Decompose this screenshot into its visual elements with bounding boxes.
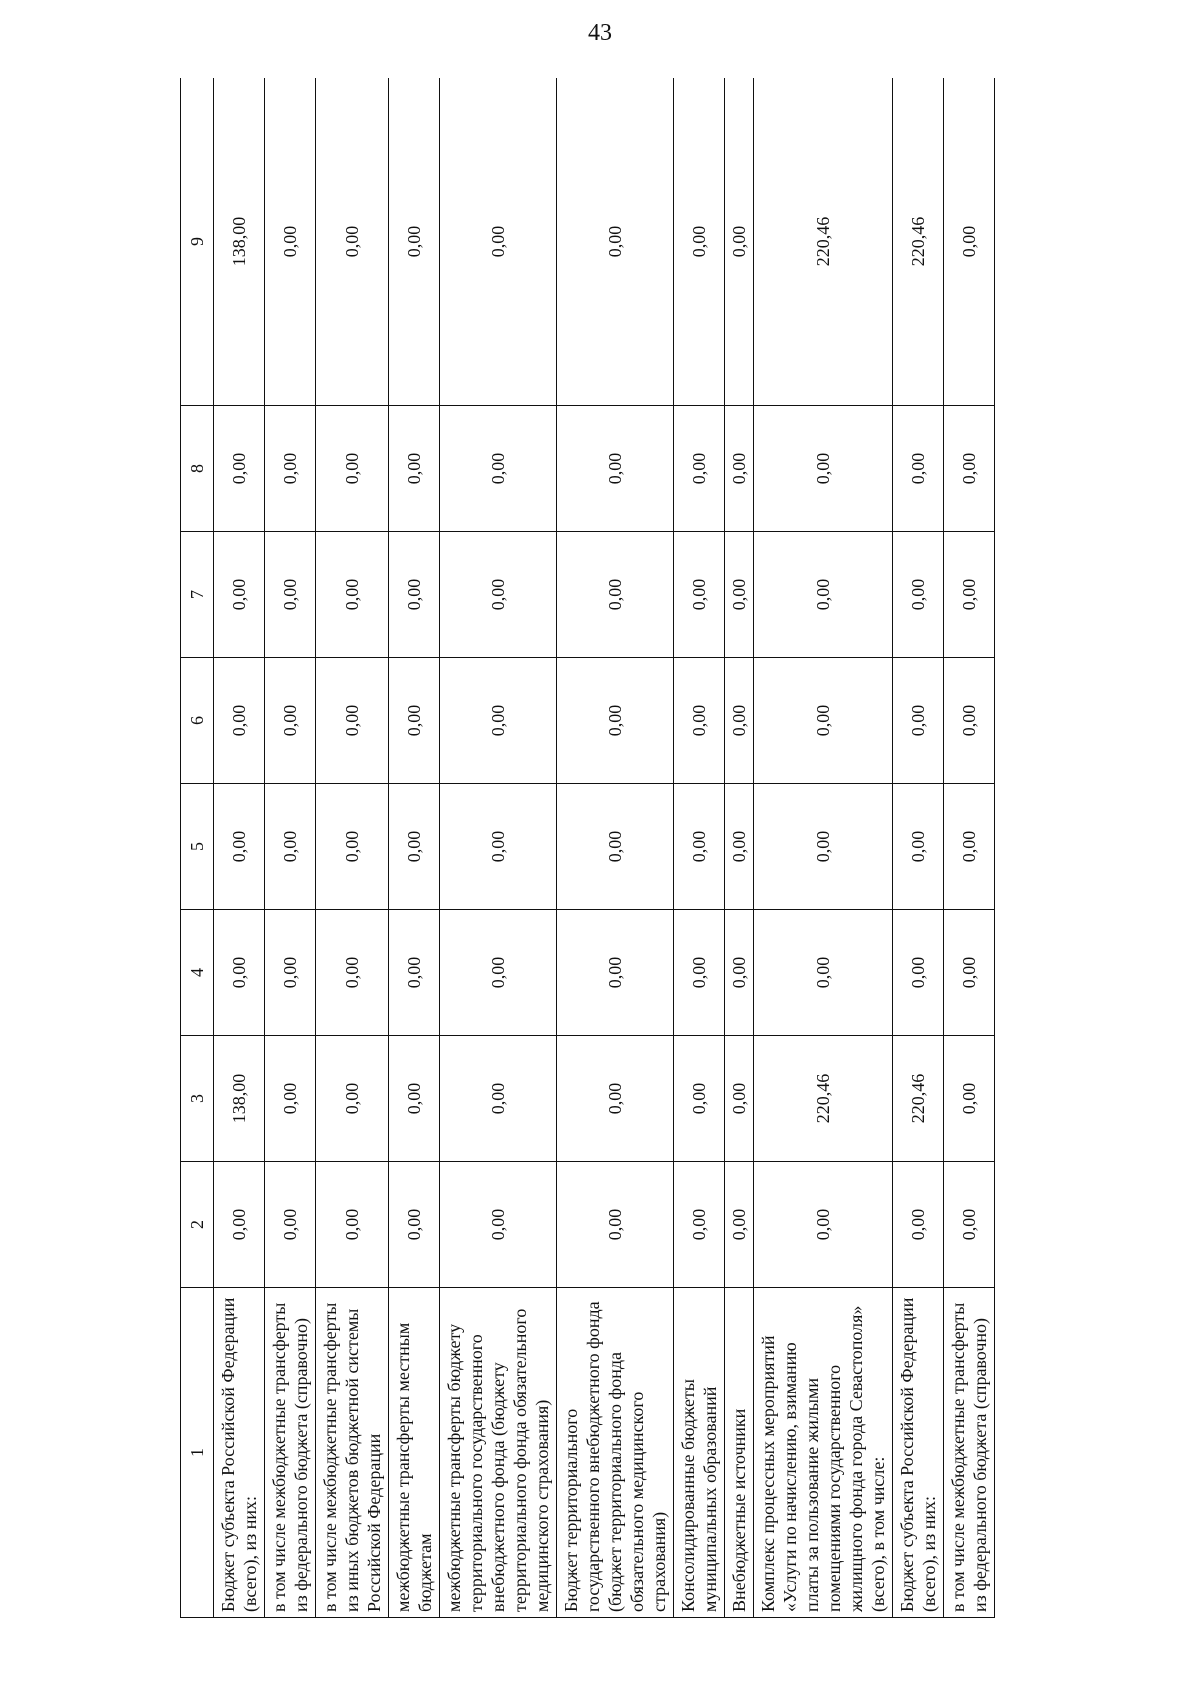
column-header-9: 9 [181,78,214,406]
value-cell: 0,00 [893,406,944,532]
row-label: в том числе межбюджетные трансферты из федерального бюджета (справочно) [265,1288,316,1618]
value-cell: 0,00 [725,406,754,532]
table-row [389,78,440,1618]
value-cell: 0,00 [725,784,754,910]
value-cell: 0,00 [944,532,995,658]
value-cell: 0,00 [557,910,674,1036]
value-cell: 138,00 [214,1036,265,1162]
value-cell: 0,00 [944,1162,995,1288]
rotated-table-container [180,78,1023,1618]
value-cell: 0,00 [674,1036,725,1162]
value-cell: 0,00 [389,532,440,658]
value-cell: 0,00 [265,78,316,406]
row-label: межбюджетные трансферты местным бюджетам [389,1288,440,1618]
value-cell: 0,00 [214,406,265,532]
value-cell: 0,00 [674,658,725,784]
value-cell: 0,00 [440,658,557,784]
value-cell: 0,00 [214,784,265,910]
value-cell: 0,00 [557,1036,674,1162]
value-cell: 0,00 [944,658,995,784]
column-header-5: 5 [181,784,214,910]
column-header-7: 7 [181,532,214,658]
value-cell: 0,00 [265,532,316,658]
table-header-row [181,78,214,1618]
value-cell: 0,00 [316,1162,389,1288]
table-row [674,78,725,1618]
value-cell: 0,00 [754,1162,893,1288]
table-row [557,78,674,1618]
value-cell: 0,00 [893,532,944,658]
row-label: Консолидированные бюджеты муниципальных образований [674,1288,725,1618]
value-cell: 0,00 [674,78,725,406]
column-header-4: 4 [181,910,214,1036]
value-cell: 0,00 [674,784,725,910]
column-header-2: 2 [181,1162,214,1288]
column-header-3: 3 [181,1036,214,1162]
budget-table [180,78,995,1618]
table-row [440,78,557,1618]
value-cell: 0,00 [557,658,674,784]
value-cell: 0,00 [944,784,995,910]
value-cell: 0,00 [725,78,754,406]
row-label: в том числе межбюджетные трансферты из иных бюджетов бюджетной системы Российской Федерации [316,1288,389,1618]
row-label: Внебюджетные источники [725,1288,754,1618]
row-label: в том числе межбюджетные трансферты из федерального бюджета (справочно) [944,1288,995,1618]
value-cell: 0,00 [440,532,557,658]
value-cell: 0,00 [265,910,316,1036]
value-cell: 0,00 [893,784,944,910]
value-cell: 0,00 [316,910,389,1036]
value-cell: 0,00 [893,1162,944,1288]
value-cell: 220,46 [893,1036,944,1162]
value-cell: 0,00 [674,910,725,1036]
value-cell: 0,00 [893,910,944,1036]
value-cell: 0,00 [389,1036,440,1162]
value-cell: 0,00 [893,658,944,784]
row-label: Бюджет территориального государственного внебюджетного фонда (бюджет территориального фонда обязательного медицинского страхования) [557,1288,674,1618]
value-cell: 0,00 [674,1162,725,1288]
value-cell: 0,00 [316,532,389,658]
value-cell: 220,46 [893,78,944,406]
table-row [754,78,893,1618]
value-cell: 0,00 [389,1162,440,1288]
value-cell: 0,00 [944,910,995,1036]
value-cell: 0,00 [725,532,754,658]
table-row [265,78,316,1618]
table-row [725,78,754,1618]
value-cell: 0,00 [214,1162,265,1288]
value-cell: 0,00 [674,532,725,658]
value-cell: 0,00 [389,78,440,406]
value-cell: 0,00 [754,406,893,532]
row-label: Комплекс процессных мероприятий «Услуги по начислению, взиманию платы за пользование жилыми помещениями государственного жилищного фонда города Севастополя» (всего), в том числе: [754,1288,893,1618]
value-cell: 0,00 [557,78,674,406]
value-cell: 0,00 [316,78,389,406]
table-row [893,78,944,1618]
budget-table-frame [180,78,1023,1618]
value-cell: 0,00 [440,406,557,532]
table-row [944,78,995,1618]
value-cell: 138,00 [214,78,265,406]
value-cell: 0,00 [265,1036,316,1162]
value-cell: 0,00 [316,406,389,532]
value-cell: 0,00 [265,658,316,784]
table-row [316,78,389,1618]
value-cell: 220,46 [754,78,893,406]
value-cell: 0,00 [754,910,893,1036]
value-cell: 0,00 [440,1036,557,1162]
value-cell: 0,00 [440,910,557,1036]
value-cell: 0,00 [265,406,316,532]
value-cell: 0,00 [754,658,893,784]
value-cell: 0,00 [440,78,557,406]
value-cell: 0,00 [440,1162,557,1288]
value-cell: 0,00 [214,658,265,784]
value-cell: 0,00 [440,784,557,910]
value-cell: 0,00 [214,910,265,1036]
row-label: Бюджет субъекта Российской Федерации (всего), из них: [214,1288,265,1618]
value-cell: 0,00 [389,910,440,1036]
column-header-8: 8 [181,406,214,532]
value-cell: 0,00 [557,784,674,910]
value-cell: 0,00 [265,784,316,910]
value-cell: 220,46 [754,1036,893,1162]
value-cell: 0,00 [754,784,893,910]
value-cell: 0,00 [557,406,674,532]
value-cell: 0,00 [316,1036,389,1162]
value-cell: 0,00 [389,658,440,784]
value-cell: 0,00 [725,1162,754,1288]
row-label: межбюджетные трансферты бюджету территориального государственного внебюджетного фонда (бюджету территориального фонда обязательного медицинского страхования) [440,1288,557,1618]
table-body [214,78,995,1618]
value-cell: 0,00 [725,658,754,784]
value-cell: 0,00 [944,78,995,406]
value-cell: 0,00 [557,1162,674,1288]
value-cell: 0,00 [557,532,674,658]
row-label: Бюджет субъекта Российской Федерации (всего), из них: [893,1288,944,1618]
value-cell: 0,00 [725,910,754,1036]
value-cell: 0,00 [944,1036,995,1162]
value-cell: 0,00 [389,406,440,532]
value-cell: 0,00 [944,406,995,532]
value-cell: 0,00 [316,658,389,784]
value-cell: 0,00 [265,1162,316,1288]
value-cell: 0,00 [389,784,440,910]
value-cell: 0,00 [316,784,389,910]
value-cell: 0,00 [214,532,265,658]
value-cell: 0,00 [725,1036,754,1162]
value-cell: 0,00 [674,406,725,532]
value-cell: 0,00 [754,532,893,658]
page-number: 43 [588,20,612,46]
table-row [214,78,265,1618]
column-header-6: 6 [181,658,214,784]
column-header-1: 1 [181,1288,214,1618]
